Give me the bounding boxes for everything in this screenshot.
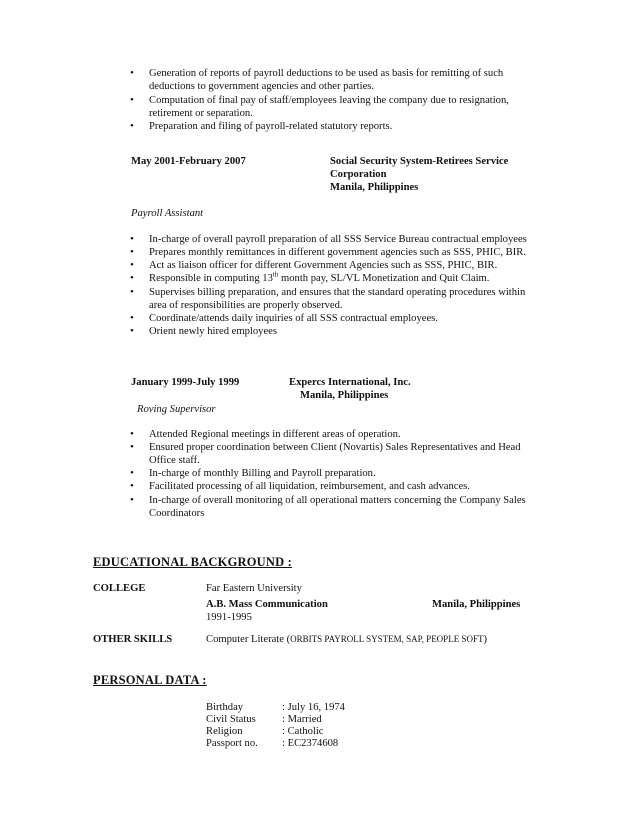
passport-label: Passport no. (206, 738, 258, 749)
bullet-text: deductions to government agencies and other parties. (149, 81, 375, 92)
bullet-icon: • (130, 259, 134, 271)
bullet-icon: • (130, 94, 134, 106)
bullet-icon: • (130, 467, 134, 479)
bullet-text: Generation of reports of payroll deductions to be used as basis for remitting of such (149, 68, 504, 79)
bullet-icon: • (130, 120, 134, 132)
bullet-text: Attended Regional meetings in different areas of operation. (149, 429, 401, 440)
religion-label: Religion (206, 726, 243, 737)
bullet-text: Supervises billing preparation, and ensures that the standard operating procedures within (149, 287, 526, 298)
school-years: 1991-1995 (206, 612, 252, 623)
bullet-text: Coordinators (149, 508, 205, 519)
bullet-text: In-charge of overall payroll preparation of all SSS Service Bureau contractual employees (149, 234, 527, 245)
bullet-icon: • (130, 67, 134, 79)
bullet-text: Prepares monthly remittances in different government agencies such as SSS, PHIC, BIR. (149, 247, 526, 258)
college-label: COLLEGE (93, 583, 146, 594)
skills-label: OTHER SKILLS (93, 634, 173, 645)
bullet-icon: • (130, 233, 134, 245)
job-dates: May 2001-February 2007 (131, 156, 246, 167)
job-title: Payroll Assistant (131, 208, 204, 219)
degree: A.B. Mass Communication (206, 599, 328, 610)
company-name-cont: Corporation (330, 169, 387, 180)
civil-status-value: : Married (282, 714, 322, 725)
personal-heading: PERSONAL DATA : (93, 673, 207, 687)
bullet-text: Office staff. (149, 455, 200, 466)
bullet-icon: • (130, 441, 134, 453)
bullet-text: Responsible in computing 13th month pay, SL/VL Monetization and Quit Claim. (149, 270, 490, 284)
passport-value: : EC2374608 (282, 738, 339, 749)
job-title: Roving Supervisor (137, 404, 216, 415)
bullet-text: Orient newly hired employees (149, 326, 277, 337)
company-location: Manila, Philippines (300, 390, 389, 401)
bullet-icon: • (130, 246, 134, 258)
bullet-text: Computation of final pay of staff/employees leaving the company due to resignation, (149, 95, 509, 106)
bullet-text: Preparation and filing of payroll-related statutory reports. (149, 121, 393, 132)
company-name: Social Security System-Retirees Service (330, 156, 509, 167)
bullet-text: Facilitated processing of all liquidation, reimbursement, and cash advances. (149, 481, 470, 492)
bullet-icon: • (130, 428, 134, 440)
school-location: Manila, Philippines (432, 599, 521, 610)
bullet-text: Ensured proper coordination between Client (Novartis) Sales Representatives and Head (149, 442, 521, 453)
bullet-icon: • (130, 272, 134, 284)
bullet-text: Coordinate/attends daily inquiries of all SSS contractual employees. (149, 313, 438, 324)
bullet-text: In-charge of monthly Billing and Payroll preparation. (149, 468, 376, 479)
bullet-icon: • (130, 286, 134, 298)
bullet-icon: • (130, 325, 134, 337)
birthday-value: : July 16, 1974 (282, 702, 345, 713)
education-heading: EDUCATIONAL BACKGROUND : (93, 555, 293, 569)
skills-value: Computer Literate (ORBITS PAYROLL SYSTEM, SAP, PEOPLE SOFT) (206, 634, 487, 645)
birthday-label: Birthday (206, 702, 244, 713)
bullet-icon: • (130, 312, 134, 324)
bullet-text: Act as liaison officer for different Government Agencies such as SSS, PHIC, BIR. (149, 260, 498, 271)
company-location: Manila, Philippines (330, 182, 419, 193)
bullet-text: retirement or separation. (149, 108, 253, 119)
job-dates: January 1999-July 1999 (131, 377, 240, 388)
civil-status-label: Civil Status (206, 714, 256, 725)
bullet-icon: • (130, 494, 134, 506)
bullet-text: In-charge of overall monitoring of all operational matters concerning the Company Sales (149, 495, 526, 506)
bullet-icon: • (130, 480, 134, 492)
school-name: Far Eastern University (206, 583, 302, 594)
company-name: Expercs International, Inc. (289, 377, 411, 388)
bullet-text: area of responsibilities are properly observed. (149, 300, 343, 311)
religion-value: : Catholic (282, 726, 324, 737)
